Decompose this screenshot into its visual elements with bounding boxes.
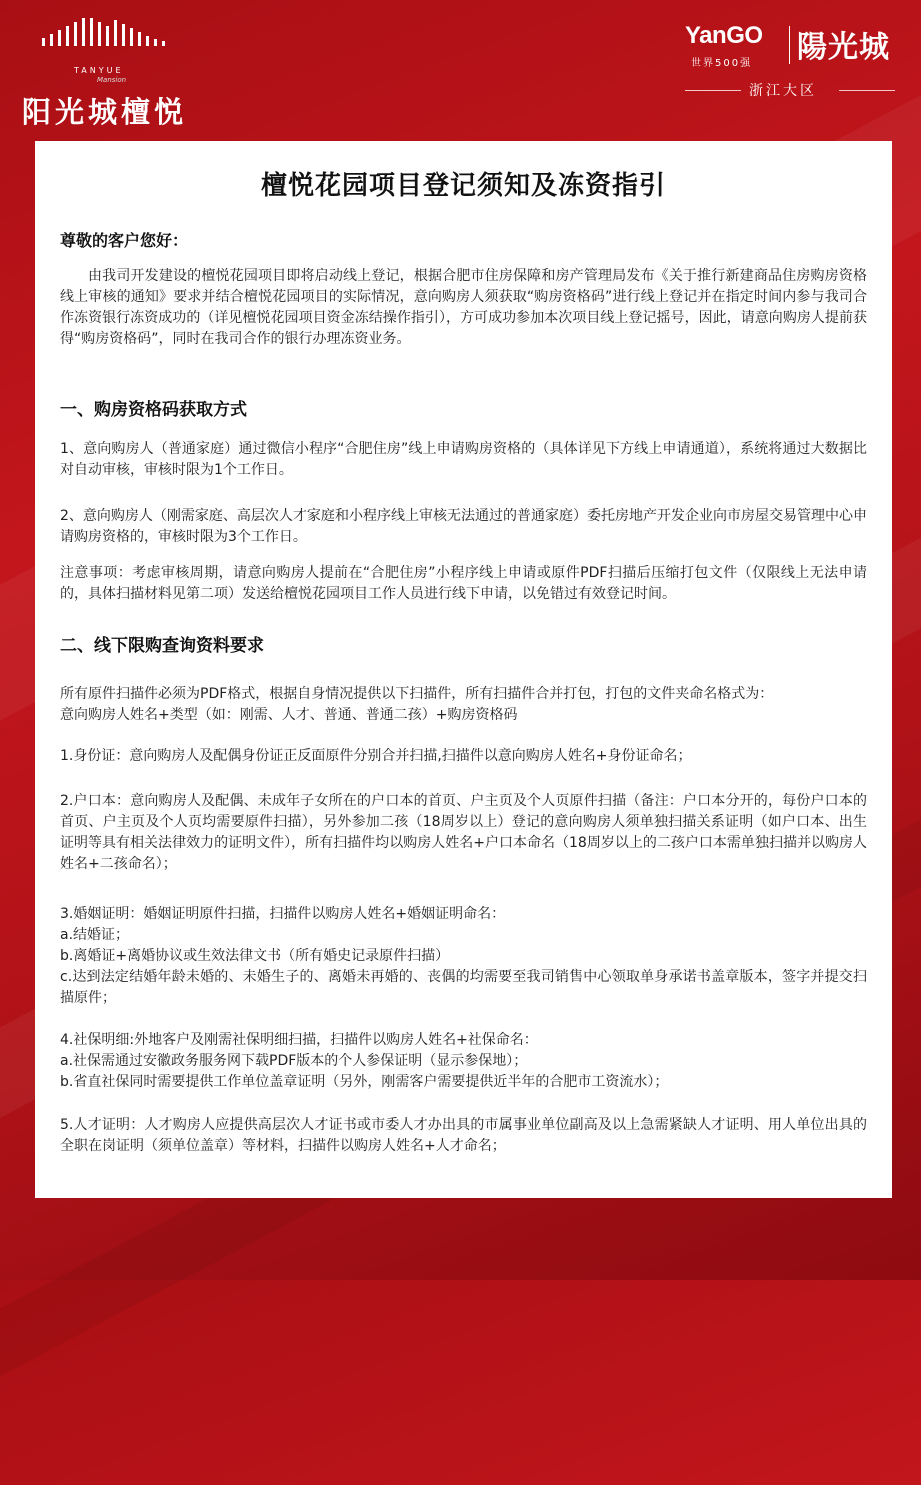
social-security-item-b: b.省直社保同时需要提供工作单位盖章证明（另外，刚需客户需要提供近半年的合肥市工资流水）； — [60, 1074, 669, 1090]
document-title: 檀悦花园项目登记须知及冻资指引 — [260, 171, 666, 201]
marriage-item-c: c.达到法定结婚年龄未婚的、未婚生子的、离婚未再婚的、丧偶的均需要至我司销售中心领取单身承诺书盖章版本，签字并提交扫描原件； — [60, 969, 867, 1006]
yango-wordmark: YanGO — [685, 22, 763, 49]
yango-logo — [685, 22, 895, 102]
id-card-requirement: 1.身份证：意向购房人及配偶身份证正反面原件分别合并扫描,扫描件以意向购房人姓名+身份证命名； — [60, 748, 692, 764]
marriage-item-a: a.结婚证； — [60, 927, 130, 943]
yango-tagline: 世界500强 — [691, 58, 753, 69]
group-name: 陽光城 — [797, 30, 890, 65]
brand-latin: TANYUE — [74, 66, 124, 75]
marriage-item-b: b.离婚证+离婚协议或生效法律文书（所有婚史记录原件扫描） — [60, 948, 450, 964]
greeting: 尊敬的客户您好： — [60, 231, 189, 250]
hukou-requirement: 2.户口本：意向购房人及配偶、未成年子女所在的户口本的首页、户主页及个人页原件扫描（备注：户口本分开的，每份户口本的首页、户主页及个人页均需要原件扫描），另外参加二孩（18周岁以上）登记的意向购房人须单独扫描关系证明（如户口本、出生证明等具有相关法律效力的证明文件），所有扫描件均以购房人姓名+户口本命名（18周岁以上的二孩户口本需单独扫描并以购房人姓名+二孩命名）； — [60, 793, 867, 872]
notice-document — [35, 141, 892, 1198]
logo-divider — [789, 26, 790, 64]
social-security-item-a: a.社保需通过安徽政务服务网下载PDF版本的个人参保证明（显示参保地）； — [60, 1053, 528, 1069]
section-1-item-2: 2、意向购房人（刚需家庭、高层次人才家庭和小程序线上审核无法通过的普通家庭）委托房地产开发企业向市房屋交易管理中心申请购房资格的，审核时限为3个工作日。 — [60, 508, 867, 545]
region-label: 浙江大区 — [749, 83, 817, 99]
social-security-requirement: 4.社保明细:外地客户及刚需社保明细扫描，扫描件以购房人姓名+社保命名： — [60, 1032, 538, 1048]
brand-script: Mansion — [97, 76, 127, 84]
region-rule-left — [685, 90, 741, 91]
tanyue-logo — [22, 18, 202, 129]
section-1-item-1: 1、意向购房人（普通家庭）通过微信小程序“合肥住房”线上申请购房资格的（具体详见下方线上申请通道），系统将通过大数据比对自动审核，审核时限为1个工作日。 — [60, 441, 867, 478]
section-1-heading: 一、购房资格码获取方式 — [60, 400, 247, 420]
section-1-note: 注意事项：考虑审核周期，请意向购房人提前在“合肥住房”小程序线上申请或原件PDF扫描后压缩打包文件（仅限线上无法申请的，具体扫描材料见第二项）发送给檀悦花园项目工作人员进行线下申请，以免错过有效登记时间。 — [60, 565, 867, 602]
marriage-requirement: 3.婚姻证明：婚姻证明原件扫描，扫描件以购房人姓名+婚姻证明命名： — [60, 906, 506, 922]
skyline-bars-icon — [42, 18, 182, 46]
section-2-intro-line-1: 所有原件扫描件必须为PDF格式，根据自身情况提供以下扫描件，所有扫描件合并打包，打包的文件夹命名格式为： — [60, 686, 774, 702]
section-2-intro-line-2: 意向购房人姓名+类型（如：刚需、人才、普通、普通二孩）+购房资格码 — [60, 707, 518, 723]
intro-paragraph: 由我司开发建设的檀悦花园项目即将启动线上登记，根据合肥市住房保障和房产管理局发布《关于推行新建商品住房购房资格线上审核的通知》要求并结合檀悦花园项目的实际情况，意向购房人须获取“购房资格码”进行线上登记并在指定时间内参与我司合作冻资银行冻资成功的（详见檀悦花园项目资金冻结操作指引），方可成功参加本次项目线上登记摇号，因此，请意向购房人提前获得“购房资格码”，同时在我司合作的银行办理冻资业务。 — [60, 268, 867, 347]
region-rule-right — [839, 90, 895, 91]
section-2-heading: 二、线下限购查询资料要求 — [60, 636, 264, 656]
talent-requirement: 5.人才证明：人才购房人应提供高层次人才证书或市委人才办出具的市属事业单位副高及以上急需紧缺人才证明、用人单位出具的全职在岗证明（须单位盖章）等材料，扫描件以购房人姓名+人才命名； — [60, 1117, 867, 1154]
brand-name: 阳光城檀悦 — [22, 95, 188, 129]
